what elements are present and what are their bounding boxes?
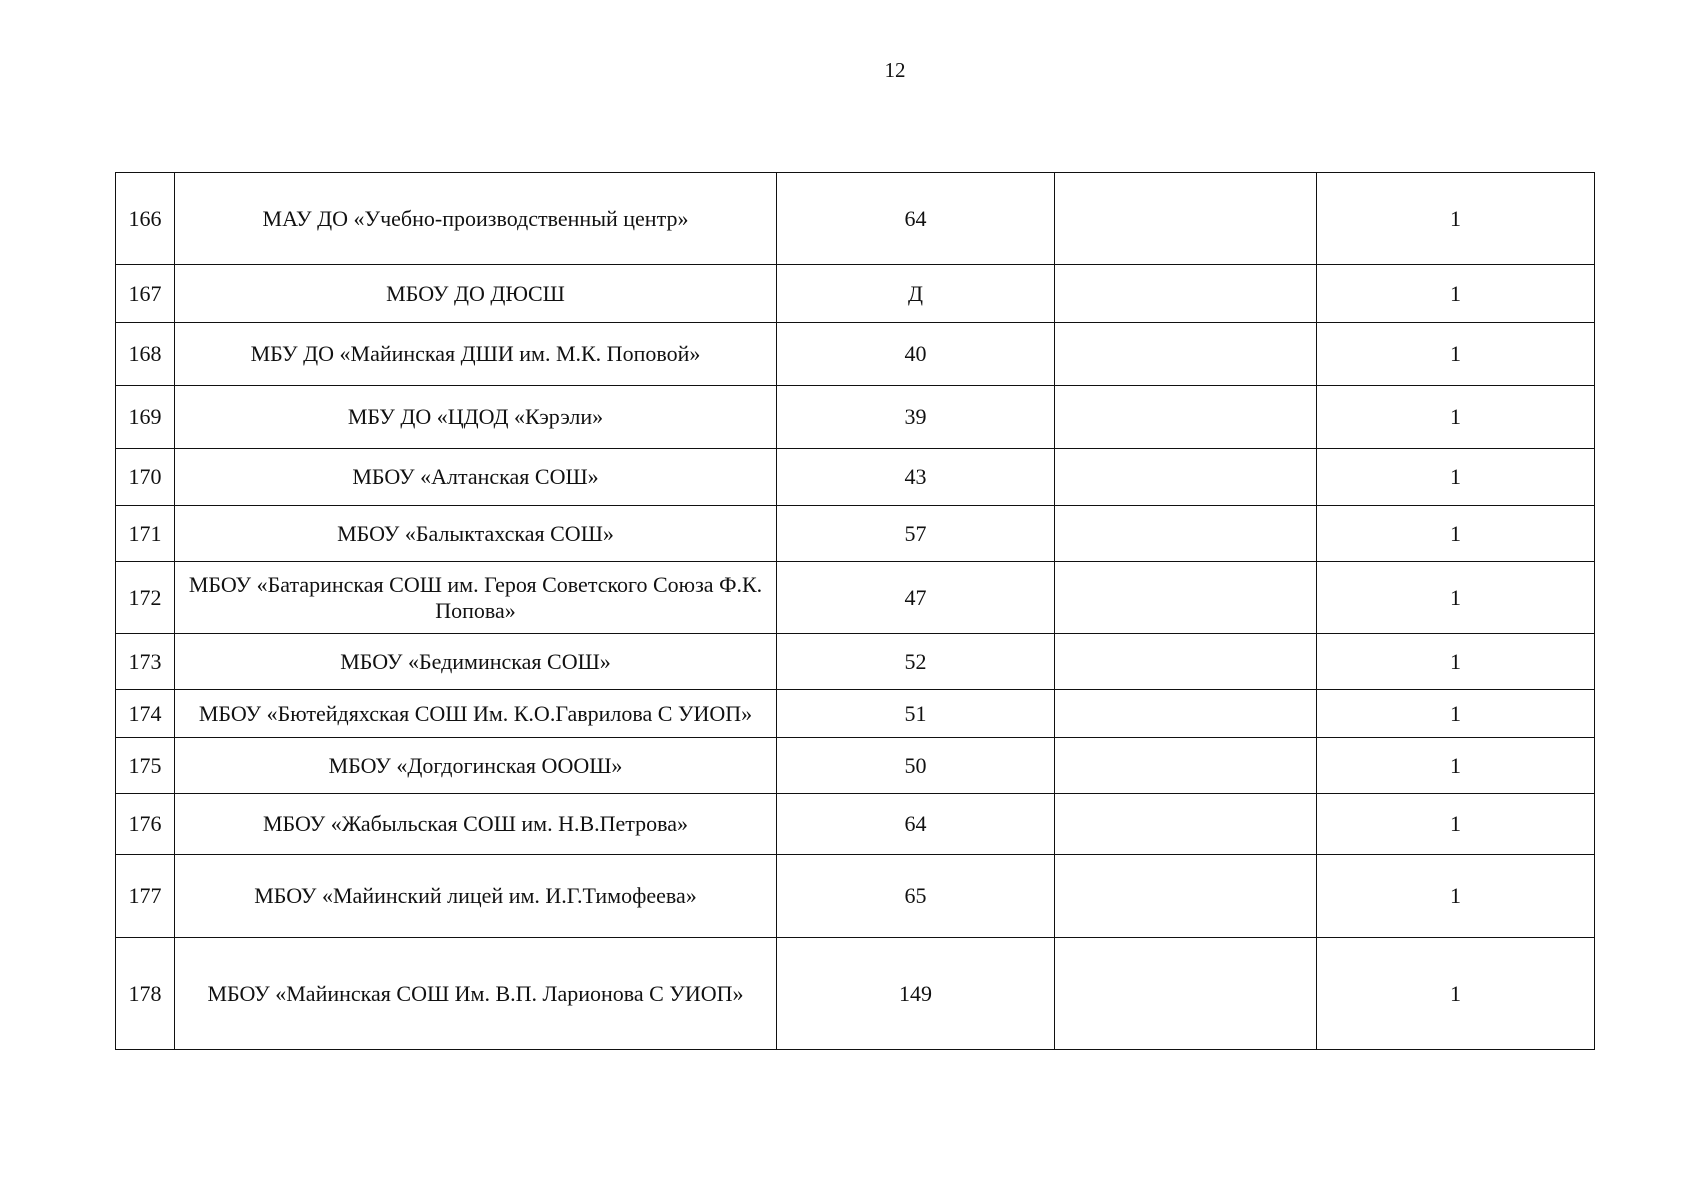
row-number-cell: 176: [116, 794, 175, 855]
document-table: [115, 172, 1595, 1050]
organization-name-cell: МБОУ «Бедиминская СОШ»: [175, 634, 777, 690]
page-number: 12: [884, 58, 906, 82]
quantity-cell: 1: [1317, 938, 1595, 1050]
empty-cell: [1055, 738, 1317, 794]
count-cell: 52: [777, 634, 1055, 690]
quantity-cell: 1: [1317, 386, 1595, 449]
empty-cell: [1055, 794, 1317, 855]
organization-name-cell: МБУ ДО «ЦДОД «Кэрэли»: [175, 386, 777, 449]
quantity-cell: 1: [1317, 506, 1595, 562]
row-number-cell: 167: [116, 265, 175, 323]
empty-cell: [1055, 562, 1317, 634]
organization-name-cell: МАУ ДО «Учебно-производственный центр»: [175, 173, 777, 265]
empty-cell: [1055, 938, 1317, 1050]
table-row: [116, 449, 1595, 506]
quantity-cell: 1: [1317, 449, 1595, 506]
quantity-cell: 1: [1317, 173, 1595, 265]
count-cell: 64: [777, 794, 1055, 855]
table-body: [116, 173, 1595, 1050]
table-row: [116, 690, 1595, 738]
empty-cell: [1055, 449, 1317, 506]
empty-cell: [1055, 855, 1317, 938]
row-number-cell: 172: [116, 562, 175, 634]
table-row: [116, 386, 1595, 449]
table-row: [116, 938, 1595, 1050]
row-number-cell: 177: [116, 855, 175, 938]
table-row: [116, 855, 1595, 938]
count-cell: 65: [777, 855, 1055, 938]
count-cell: 50: [777, 738, 1055, 794]
quantity-cell: 1: [1317, 855, 1595, 938]
organization-name-cell: МБОУ «Бютейдяхская СОШ Им. К.О.Гаврилова С УИОП»: [175, 690, 777, 738]
quantity-cell: 1: [1317, 562, 1595, 634]
organization-name-cell: МБОУ «Майинская СОШ Им. В.П. Ларионова С УИОП»: [175, 938, 777, 1050]
quantity-cell: 1: [1317, 323, 1595, 386]
row-number-cell: 170: [116, 449, 175, 506]
quantity-cell: 1: [1317, 738, 1595, 794]
table-row: [116, 794, 1595, 855]
table-row: [116, 634, 1595, 690]
table-row: [116, 738, 1595, 794]
row-number-cell: 178: [116, 938, 175, 1050]
empty-cell: [1055, 173, 1317, 265]
empty-cell: [1055, 386, 1317, 449]
quantity-cell: 1: [1317, 690, 1595, 738]
count-cell: 39: [777, 386, 1055, 449]
empty-cell: [1055, 506, 1317, 562]
row-number-cell: 168: [116, 323, 175, 386]
row-number-cell: 171: [116, 506, 175, 562]
count-cell: 149: [777, 938, 1055, 1050]
organization-name-cell: МБОУ «Батаринская СОШ им. Героя Советского Союза Ф.К. Попова»: [175, 562, 777, 634]
quantity-cell: 1: [1317, 634, 1595, 690]
empty-cell: [1055, 690, 1317, 738]
table-row: [116, 562, 1595, 634]
row-number-cell: 169: [116, 386, 175, 449]
quantity-cell: 1: [1317, 265, 1595, 323]
organization-name-cell: МБУ ДО «Майинская ДШИ им. М.К. Поповой»: [175, 323, 777, 386]
organization-name-cell: МБОУ «Жабыльская СОШ им. Н.В.Петрова»: [175, 794, 777, 855]
row-number-cell: 175: [116, 738, 175, 794]
count-cell: 40: [777, 323, 1055, 386]
count-cell: 57: [777, 506, 1055, 562]
table-row: [116, 265, 1595, 323]
table-row: [116, 323, 1595, 386]
table-row: [116, 506, 1595, 562]
count-cell: Д: [777, 265, 1055, 323]
empty-cell: [1055, 323, 1317, 386]
row-number-cell: 174: [116, 690, 175, 738]
organization-name-cell: МБОУ «Алтанская СОШ»: [175, 449, 777, 506]
row-number-cell: 166: [116, 173, 175, 265]
empty-cell: [1055, 634, 1317, 690]
empty-cell: [1055, 265, 1317, 323]
quantity-cell: 1: [1317, 794, 1595, 855]
table-row: [116, 173, 1595, 265]
count-cell: 47: [777, 562, 1055, 634]
organization-name-cell: МБОУ «Догдогинская ОООШ»: [175, 738, 777, 794]
count-cell: 51: [777, 690, 1055, 738]
organization-name-cell: МБОУ «Балыктахская СОШ»: [175, 506, 777, 562]
document-table-container: [115, 172, 1594, 1050]
organization-name-cell: МБОУ ДО ДЮСШ: [175, 265, 777, 323]
organization-name-cell: МБОУ «Майинский лицей им. И.Г.Тимофеева»: [175, 855, 777, 938]
row-number-cell: 173: [116, 634, 175, 690]
count-cell: 64: [777, 173, 1055, 265]
count-cell: 43: [777, 449, 1055, 506]
